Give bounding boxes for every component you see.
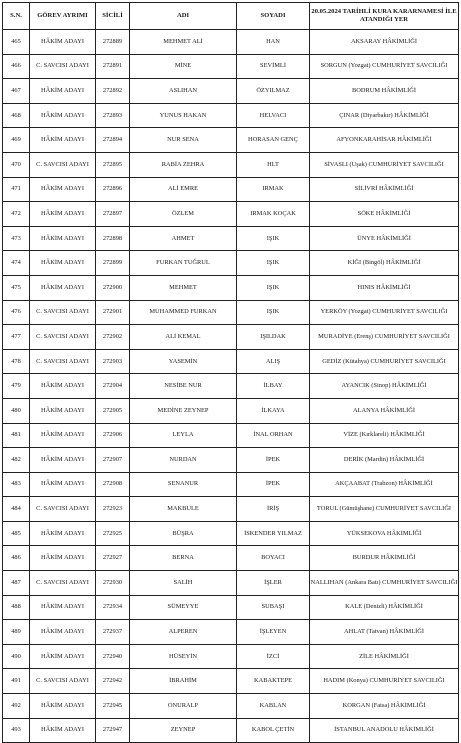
cell-sn: 479	[3, 374, 30, 399]
cell-gorev: C. SAVCISI ADAYI	[30, 325, 96, 350]
table-row	[3, 177, 459, 202]
cell-gorev: HÂKİM ADAYI	[30, 128, 96, 153]
cell-sn: 491	[3, 669, 30, 694]
cell-soyadi: IRMAK	[237, 177, 310, 202]
cell-atandigi-yer: AFYONKARAHİSAR HÂKİMLİĞİ	[310, 128, 459, 153]
cell-atandigi-yer: KALE (Denizli) HÂKİMLİĞİ	[310, 595, 459, 620]
cell-soyadi: IŞIK	[237, 300, 310, 325]
cell-sicil: 272903	[96, 349, 130, 374]
table-row	[3, 30, 459, 55]
cell-sn: 493	[3, 718, 30, 743]
cell-gorev: HÂKİM ADAYI	[30, 251, 96, 276]
cell-gorev: C. SAVCISI ADAYI	[30, 669, 96, 694]
cell-sn: 474	[3, 251, 30, 276]
cell-soyadi: KABOL ÇETİN	[237, 718, 310, 743]
table-row	[3, 694, 459, 719]
cell-sicil: 272900	[96, 275, 130, 300]
cell-gorev: HÂKİM ADAYI	[30, 226, 96, 251]
cell-adi: SENANUR	[130, 472, 237, 497]
header-adi: ADI	[130, 3, 237, 30]
cell-adi: BERNA	[130, 546, 237, 571]
cell-atandigi-yer: AKSARAY HÂKİMLİĞİ	[310, 30, 459, 55]
cell-sicil: 272902	[96, 325, 130, 350]
cell-sicil: 272927	[96, 546, 130, 571]
cell-soyadi: BOYACI	[237, 546, 310, 571]
cell-atandigi-yer: BURDUR HÂKİMLİĞİ	[310, 546, 459, 571]
table-row	[3, 644, 459, 669]
cell-sn: 471	[3, 177, 30, 202]
cell-sn: 477	[3, 325, 30, 350]
cell-sn: 470	[3, 152, 30, 177]
cell-atandigi-yer: VİZE (Kırklareli) HÂKİMLİĞİ	[310, 423, 459, 448]
header-gorev: GÖREV AYRIMI	[30, 3, 96, 30]
cell-sn: 478	[3, 349, 30, 374]
cell-adi: LEYLA	[130, 423, 237, 448]
cell-soyadi: IŞIK	[237, 251, 310, 276]
cell-soyadi: İŞLER	[237, 571, 310, 596]
table-row	[3, 571, 459, 596]
cell-adi: SALİH	[130, 571, 237, 596]
cell-atandigi-yer: AKÇAABAT (Trabzon) HÂKİMLİĞİ	[310, 472, 459, 497]
cell-sicil: 272934	[96, 595, 130, 620]
cell-sicil: 272897	[96, 202, 130, 227]
cell-adi: İBRAHİM	[130, 669, 237, 694]
cell-sn: 473	[3, 226, 30, 251]
cell-atandigi-yer: ÜNYE HÂKİMLİĞİ	[310, 226, 459, 251]
table-row	[3, 595, 459, 620]
cell-adi: YASEMİN	[130, 349, 237, 374]
cell-adi: ONURALP	[130, 694, 237, 719]
cell-sicil: 272937	[96, 620, 130, 645]
cell-adi: NUR SENA	[130, 128, 237, 153]
cell-atandigi-yer: İSTANBUL ANADOLU HÂKİMLİĞİ	[310, 718, 459, 743]
cell-adi: NURDAN	[130, 448, 237, 473]
cell-gorev: HÂKİM ADAYI	[30, 177, 96, 202]
cell-gorev: HÂKİM ADAYI	[30, 398, 96, 423]
cell-sn: 467	[3, 79, 30, 104]
cell-sicil: 272892	[96, 79, 130, 104]
cell-atandigi-yer: SÖKE HÂKİMLİĞİ	[310, 202, 459, 227]
cell-soyadi: İPEK	[237, 448, 310, 473]
cell-sicil: 272889	[96, 30, 130, 55]
cell-gorev: HÂKİM ADAYI	[30, 275, 96, 300]
cell-soyadi: HLT	[237, 152, 310, 177]
cell-sicil: 272894	[96, 128, 130, 153]
cell-sn: 475	[3, 275, 30, 300]
cell-atandigi-yer: KİĞI (Bingöl) HÂKİMLİĞİ	[310, 251, 459, 276]
cell-soyadi: IŞIK	[237, 275, 310, 300]
cell-gorev: HÂKİM ADAYI	[30, 202, 96, 227]
cell-gorev: C. SAVCISI ADAYI	[30, 571, 96, 596]
cell-sicil: 272901	[96, 300, 130, 325]
cell-soyadi: İRİŞ	[237, 497, 310, 522]
cell-soyadi: İPEK	[237, 472, 310, 497]
cell-gorev: HÂKİM ADAYI	[30, 595, 96, 620]
cell-soyadi: İLKAYA	[237, 398, 310, 423]
cell-sn: 476	[3, 300, 30, 325]
table-body	[3, 30, 459, 743]
table-row	[3, 448, 459, 473]
cell-gorev: HÂKİM ADAYI	[30, 374, 96, 399]
cell-sn: 484	[3, 497, 30, 522]
cell-gorev: HÂKİM ADAYI	[30, 448, 96, 473]
cell-atandigi-yer: SİLİVRİ HÂKİMLİĞİ	[310, 177, 459, 202]
cell-atandigi-yer: ZİLE HÂKİMLİĞİ	[310, 644, 459, 669]
cell-soyadi: SEVİMLİ	[237, 54, 310, 79]
cell-atandigi-yer: TORUL (Gümüşhane) CUMHURİYET SAVCILIĞI	[310, 497, 459, 522]
cell-atandigi-yer: NALLIHAN (Ankara Batı) CUMHURİYET SAVCILIĞI	[310, 571, 459, 596]
cell-sicil: 272930	[96, 571, 130, 596]
table-header-row	[3, 3, 459, 30]
cell-gorev: C. SAVCISI ADAYI	[30, 349, 96, 374]
table-row	[3, 103, 459, 128]
cell-atandigi-yer: SİVASLI (Uşak) CUMHURİYET SAVCILIĞI	[310, 152, 459, 177]
cell-sicil: 272896	[96, 177, 130, 202]
cell-soyadi: ALIŞ	[237, 349, 310, 374]
cell-gorev: HÂKİM ADAYI	[30, 644, 96, 669]
cell-adi: ALİ KEMAL	[130, 325, 237, 350]
cell-adi: ALPEREN	[130, 620, 237, 645]
cell-sicil: 272899	[96, 251, 130, 276]
table-row	[3, 152, 459, 177]
cell-sn: 481	[3, 423, 30, 448]
cell-atandigi-yer: ÇINAR (Diyarbakır) HÂKİMLİĞİ	[310, 103, 459, 128]
cell-adi: HÜSEYİN	[130, 644, 237, 669]
cell-soyadi: ÖZYILMAZ	[237, 79, 310, 104]
cell-adi: BÜŞRA	[130, 521, 237, 546]
table-row	[3, 128, 459, 153]
cell-sn: 468	[3, 103, 30, 128]
cell-atandigi-yer: SORGUN (Yozgat) CUMHURİYET SAVCILIĞI	[310, 54, 459, 79]
table-row	[3, 669, 459, 694]
cell-atandigi-yer: HADIM (Konya) CUMHURİYET SAVCILIĞI	[310, 669, 459, 694]
cell-adi: ASLIHAN	[130, 79, 237, 104]
cell-soyadi: İSKENDER YILMAZ	[237, 521, 310, 546]
cell-adi: ALİ EMRE	[130, 177, 237, 202]
cell-adi: MEDİNE ZEYNEP	[130, 398, 237, 423]
cell-sn: 480	[3, 398, 30, 423]
cell-adi: SÜMEYYE	[130, 595, 237, 620]
cell-adi: MAKBULE	[130, 497, 237, 522]
table-row	[3, 374, 459, 399]
cell-soyadi: KABLAN	[237, 694, 310, 719]
cell-sn: 469	[3, 128, 30, 153]
cell-soyadi: İŞLEYEN	[237, 620, 310, 645]
cell-adi: NESİBE NUR	[130, 374, 237, 399]
cell-adi: MUHAMMED FURKAN	[130, 300, 237, 325]
cell-sicil: 272940	[96, 644, 130, 669]
table-row	[3, 423, 459, 448]
cell-sicil: 272905	[96, 398, 130, 423]
cell-sicil: 272945	[96, 694, 130, 719]
cell-gorev: HÂKİM ADAYI	[30, 79, 96, 104]
cell-adi: MEHMET	[130, 275, 237, 300]
cell-sn: 483	[3, 472, 30, 497]
cell-sn: 490	[3, 644, 30, 669]
cell-gorev: HÂKİM ADAYI	[30, 694, 96, 719]
cell-gorev: HÂKİM ADAYI	[30, 472, 96, 497]
table-row	[3, 546, 459, 571]
table-row	[3, 226, 459, 251]
table-row	[3, 275, 459, 300]
cell-sicil: 272925	[96, 521, 130, 546]
cell-adi: FURKAN TUĞRUL	[130, 251, 237, 276]
cell-atandigi-yer: AHLAT (Tatvan) HÂKİMLİĞİ	[310, 620, 459, 645]
cell-soyadi: İZCİ	[237, 644, 310, 669]
table-row	[3, 497, 459, 522]
assignment-table	[2, 2, 459, 743]
cell-sicil: 272891	[96, 54, 130, 79]
table-row	[3, 202, 459, 227]
table-row	[3, 718, 459, 743]
cell-sn: 492	[3, 694, 30, 719]
cell-sicil: 272906	[96, 423, 130, 448]
header-sicil: SİCİLİ	[96, 3, 130, 30]
cell-gorev: HÂKİM ADAYI	[30, 30, 96, 55]
cell-gorev: HÂKİM ADAYI	[30, 521, 96, 546]
cell-sn: 486	[3, 546, 30, 571]
cell-soyadi: SUBAŞI	[237, 595, 310, 620]
cell-atandigi-yer: BODRUM HÂKİMLİĞİ	[310, 79, 459, 104]
cell-atandigi-yer: KORGAN (Fatsa) HÂKİMLİĞİ	[310, 694, 459, 719]
cell-atandigi-yer: AYANCIK (Sinop) HÂKİMLİĞİ	[310, 374, 459, 399]
cell-gorev: C. SAVCISI ADAYI	[30, 300, 96, 325]
header-atandigi-yer: 20.05.2024 TARİHLİ KURA KARARNAMESİ İLE ATANDIĞI YER	[310, 3, 459, 30]
table-row	[3, 300, 459, 325]
cell-sn: 472	[3, 202, 30, 227]
cell-adi: RABİA ZEHRA	[130, 152, 237, 177]
table-row	[3, 54, 459, 79]
cell-sicil: 272947	[96, 718, 130, 743]
cell-sn: 489	[3, 620, 30, 645]
cell-gorev: C. SAVCISI ADAYI	[30, 152, 96, 177]
cell-adi: AHMET	[130, 226, 237, 251]
cell-sn: 487	[3, 571, 30, 596]
cell-gorev: HÂKİM ADAYI	[30, 620, 96, 645]
cell-gorev: HÂKİM ADAYI	[30, 423, 96, 448]
cell-adi: MİNE	[130, 54, 237, 79]
cell-sn: 485	[3, 521, 30, 546]
cell-adi: ZEYNEP	[130, 718, 237, 743]
header-sn: S.N.	[3, 3, 30, 30]
cell-gorev: HÂKİM ADAYI	[30, 718, 96, 743]
cell-atandigi-yer: DERİK (Mardin) HÂKİMLİĞİ	[310, 448, 459, 473]
table-row	[3, 472, 459, 497]
cell-adi: ÖZLEM	[130, 202, 237, 227]
cell-sn: 466	[3, 54, 30, 79]
cell-adi: YUNUS HAKAN	[130, 103, 237, 128]
table-row	[3, 79, 459, 104]
cell-soyadi: IRMAK KOÇAK	[237, 202, 310, 227]
cell-soyadi: KABAKTEPE	[237, 669, 310, 694]
cell-atandigi-yer: ALANYA HÂKİMLİĞİ	[310, 398, 459, 423]
table-row	[3, 325, 459, 350]
cell-soyadi: İNAL ORHAN	[237, 423, 310, 448]
cell-gorev: HÂKİM ADAYI	[30, 103, 96, 128]
document-page	[2, 2, 458, 734]
cell-sn: 465	[3, 30, 30, 55]
cell-gorev: C. SAVCISI ADAYI	[30, 54, 96, 79]
cell-atandigi-yer: HINIS HÂKİMLİĞİ	[310, 275, 459, 300]
table-row	[3, 620, 459, 645]
cell-sicil: 272923	[96, 497, 130, 522]
header-soyadi: SOYADI	[237, 3, 310, 30]
cell-atandigi-yer: GEDİZ (Kütahya) CUMHURİYET SAVCILIĞI	[310, 349, 459, 374]
cell-atandigi-yer: YÜKSEKOVA HÂKİMLİĞİ	[310, 521, 459, 546]
cell-adi: MEHMET ALİ	[130, 30, 237, 55]
cell-sn: 482	[3, 448, 30, 473]
cell-sicil: 272893	[96, 103, 130, 128]
cell-atandigi-yer: YERKÖY (Yozgat) CUMHURİYET SAVCILIĞI	[310, 300, 459, 325]
cell-sn: 488	[3, 595, 30, 620]
cell-soyadi: HAN	[237, 30, 310, 55]
cell-sicil: 272942	[96, 669, 130, 694]
table-row	[3, 398, 459, 423]
cell-sicil: 272908	[96, 472, 130, 497]
cell-sicil: 272907	[96, 448, 130, 473]
cell-soyadi: HELVACI	[237, 103, 310, 128]
cell-gorev: C. SAVCISI ADAYI	[30, 497, 96, 522]
cell-atandigi-yer: MURADİYE (Erenş) CUMHURİYET SAVCILIĞI	[310, 325, 459, 350]
cell-sicil: 272895	[96, 152, 130, 177]
table-row	[3, 251, 459, 276]
cell-soyadi: IŞILDAK	[237, 325, 310, 350]
cell-sicil: 272904	[96, 374, 130, 399]
table-row	[3, 349, 459, 374]
cell-soyadi: IŞIK	[237, 226, 310, 251]
cell-soyadi: İLBAY	[237, 374, 310, 399]
table-row	[3, 521, 459, 546]
cell-soyadi: HORASAN GENÇ	[237, 128, 310, 153]
cell-gorev: HÂKİM ADAYI	[30, 546, 96, 571]
cell-sicil: 272898	[96, 226, 130, 251]
